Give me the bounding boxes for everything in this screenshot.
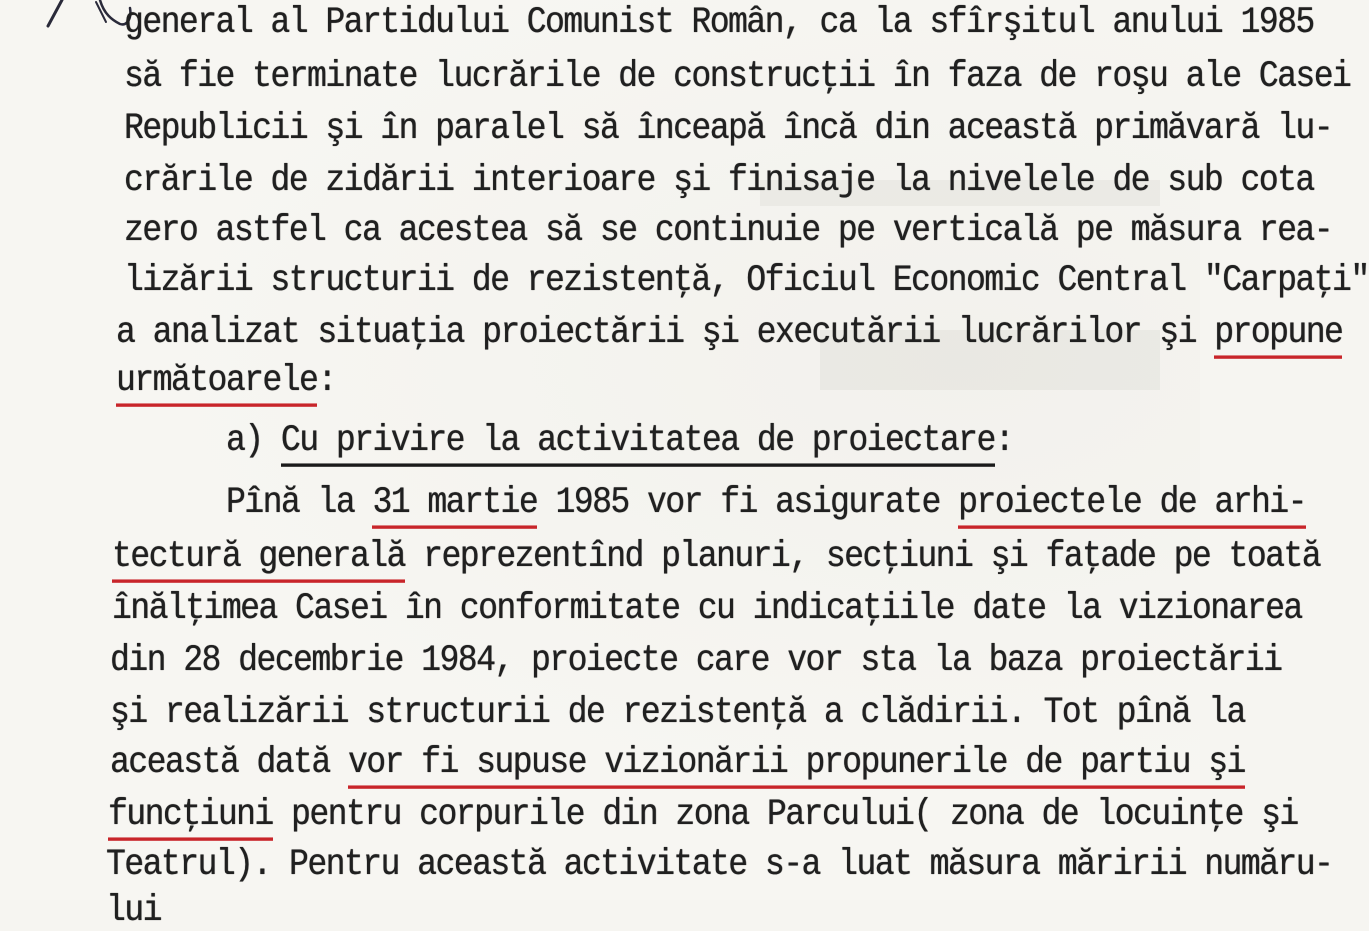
line-text: general al Partidului Comunist Român, ca la sfîrşitul anului 1985 bbox=[124, 1, 1314, 44]
red-underlined-text: 31 martie bbox=[372, 482, 537, 529]
document-line-13 bbox=[110, 639, 1282, 682]
line-text: înălţimea Casei în conformitate cu indicaţiile date la vizionarea bbox=[112, 587, 1302, 630]
line-text: lui bbox=[106, 889, 161, 931]
line-text: Teatrul). Pentru această activitate s-a luat măsura măririi număru- bbox=[106, 843, 1333, 886]
line-text: : bbox=[994, 419, 1014, 462]
red-underlined-text: funcţiuni bbox=[108, 794, 273, 841]
document-line-17 bbox=[106, 843, 1333, 886]
document-line-18 bbox=[106, 889, 161, 931]
document-line-8 bbox=[116, 359, 336, 402]
document-line-5 bbox=[124, 209, 1333, 252]
document-line-15 bbox=[110, 741, 1245, 784]
document-line-14 bbox=[110, 691, 1245, 734]
red-underlined-text: proiectele de arhi- bbox=[958, 482, 1306, 529]
document-line-10 bbox=[226, 481, 1306, 524]
document-line-3 bbox=[124, 107, 1333, 150]
document-line-4 bbox=[124, 159, 1314, 202]
line-text: această dată bbox=[110, 741, 348, 784]
line-text: a analizat situaţia proiectării şi executării lucrărilor şi bbox=[116, 311, 1215, 354]
line-text: să fie terminate lucrările de construcţii în faza de roşu ale Casei bbox=[124, 55, 1351, 98]
line-text: pentru corpurile din zona Parcului( zona de locuinţe şi bbox=[272, 793, 1298, 836]
line-text: din 28 decembrie 1984, proiecte care vor sta la baza proiectării bbox=[110, 639, 1282, 682]
red-underlined-text: vor fi supuse vizionării propunerile de partiu şi bbox=[348, 742, 1245, 789]
line-text: crările de zidării interioare şi finisaje la nivelele de sub cota bbox=[124, 159, 1314, 202]
pen-mark-icon bbox=[0, 0, 140, 40]
document-line-6 bbox=[124, 259, 1369, 302]
line-text: reprezentînd planuri, secţiuni şi faţade pe toată bbox=[404, 535, 1321, 578]
red-underlined-text: următoarele bbox=[116, 360, 317, 407]
line-text: Pînă la bbox=[226, 481, 373, 524]
line-text: : bbox=[317, 359, 336, 402]
line-text: Republicii şi în paralel să înceapă încă din această primăvară lu- bbox=[124, 107, 1333, 150]
document-line-16 bbox=[108, 793, 1298, 836]
section-heading-line bbox=[226, 419, 1014, 462]
document-line-7 bbox=[116, 311, 1343, 354]
line-text: lizării structurii de rezistenţă, Oficiul Economic Central "Carpaţi" bbox=[124, 259, 1369, 302]
section-heading: Cu privire la activitatea de proiectare bbox=[281, 420, 995, 467]
red-underlined-text: propune bbox=[1214, 312, 1342, 359]
line-text: zero astfel ca acestea să se continuie pe verticală pe măsura rea- bbox=[124, 209, 1333, 252]
document-line-1 bbox=[124, 1, 1314, 44]
document-line-2 bbox=[124, 55, 1351, 98]
line-text: şi realizării structurii de rezistenţă a clădirii. Tot pînă la bbox=[110, 691, 1245, 734]
section-label: a) bbox=[226, 419, 281, 462]
red-underlined-text: tectură generală bbox=[112, 536, 405, 583]
line-text: 1985 vor fi asigurate bbox=[537, 481, 959, 524]
document-line-11 bbox=[112, 535, 1321, 578]
document-line-12 bbox=[112, 587, 1302, 630]
